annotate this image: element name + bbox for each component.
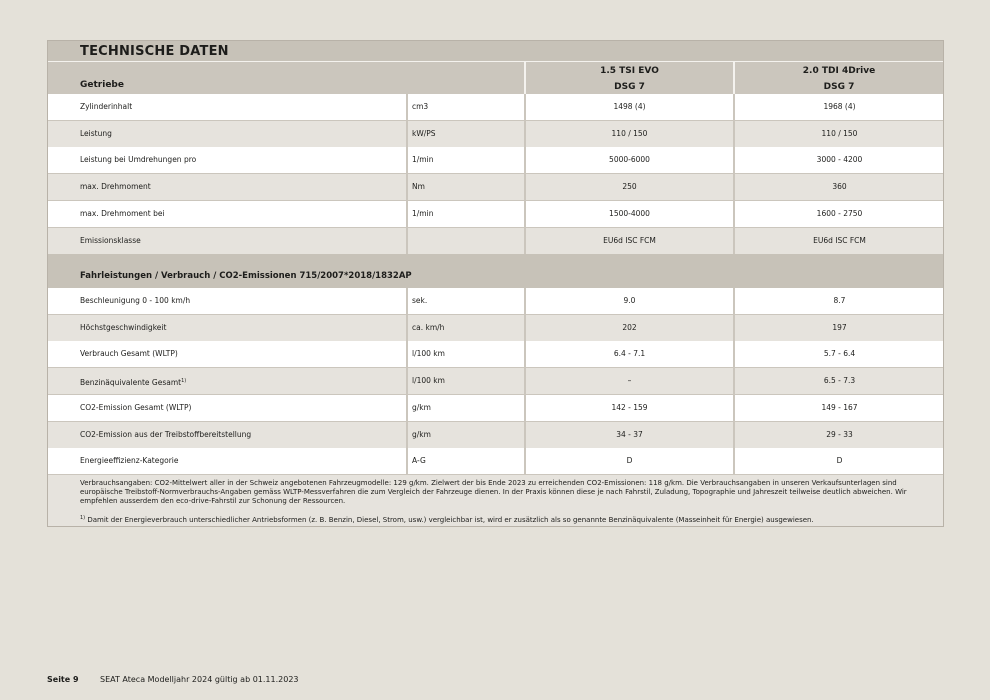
cell-divider xyxy=(406,448,408,474)
row-unit: g/km xyxy=(412,429,431,439)
title-bar xyxy=(48,41,943,61)
row-label: Emissionsklasse xyxy=(80,235,141,245)
row-unit: cm3 xyxy=(412,102,429,111)
header-col-1 xyxy=(526,61,733,95)
cell-divider xyxy=(406,201,408,227)
table-row xyxy=(48,174,943,200)
cell-divider xyxy=(406,147,408,173)
row-unit: sek. xyxy=(412,296,428,305)
cell-divider xyxy=(406,228,408,254)
row-unit: kW/PS xyxy=(412,128,436,138)
page-number: Seite 9 xyxy=(47,675,79,684)
row-unit: 1/min xyxy=(412,155,434,165)
footnote-text: Damit der Energieverbrauch unterschiedlicher Antriebsformen (z. B. Benzin, Diesel, Strom, usw.) vergleichbar ist, wird er zusätzlich als so genannte Benzinäquivalente (Masseinheit für Energie) ausgewiesen. xyxy=(85,516,814,524)
footnote-benzin-equivalent xyxy=(80,514,938,525)
cell-divider xyxy=(733,288,735,314)
cell-divider xyxy=(406,174,408,200)
row-value-col1: 250 xyxy=(622,182,637,192)
table-row xyxy=(48,147,943,173)
cell-divider xyxy=(733,341,735,367)
cell-divider xyxy=(406,395,408,421)
row-label: CO2-Emission aus der Treibstoffbereitstellung xyxy=(80,429,252,439)
col1-engine: 1.5 TSI EVO xyxy=(600,66,659,76)
cell-divider xyxy=(733,395,735,421)
row-value-col2: 149 - 167 xyxy=(821,402,858,412)
table-row xyxy=(48,315,943,341)
row-label: Zylinderinhalt xyxy=(80,102,133,111)
section-header-performance xyxy=(48,254,943,288)
cell-divider xyxy=(733,121,735,147)
cell-divider xyxy=(733,422,735,448)
row-value-col1: 6.4 - 7.1 xyxy=(613,349,646,359)
table-row xyxy=(48,288,943,314)
cell-divider xyxy=(733,228,735,254)
col2-engine: 2.0 TDI 4Drive xyxy=(802,66,876,76)
page-title: TECHNISCHE DATEN xyxy=(80,44,229,59)
row-value-col2: 197 xyxy=(832,322,847,332)
cell-divider xyxy=(733,315,735,341)
table-row xyxy=(48,395,943,421)
cell-divider xyxy=(733,448,735,474)
row-value-col2: 3000 - 4200 xyxy=(816,155,863,165)
cell-divider xyxy=(406,288,408,314)
technical-data-table xyxy=(47,40,944,527)
table-row xyxy=(48,448,943,474)
row-label: max. Drehmoment xyxy=(80,182,151,192)
row-label: Beschleunigung 0 - 100 km/h xyxy=(80,296,191,305)
table-row xyxy=(48,368,943,394)
row-value-col1: 1500-4000 xyxy=(609,208,650,218)
cell-divider xyxy=(524,201,526,227)
row-value-col1: 1498 (4) xyxy=(613,102,646,111)
cell-divider xyxy=(524,147,526,173)
row-label: Leistung bei Umdrehungen pro xyxy=(80,155,197,165)
footer-info: SEAT Ateca Modelljahr 2024 gültig ab 01.11.2023 xyxy=(100,675,299,684)
cell-divider xyxy=(406,341,408,367)
row-unit: l/100 km xyxy=(412,349,445,359)
row-value-col2: 1968 (4) xyxy=(823,102,856,111)
cell-divider xyxy=(524,368,526,394)
row-value-col1: 5000-6000 xyxy=(609,155,650,165)
cell-divider xyxy=(524,121,526,147)
row-value-col1: 9.0 xyxy=(623,296,636,305)
section-label-getriebe: Getriebe xyxy=(80,80,124,90)
row-value-col1: 202 xyxy=(622,322,637,332)
cell-divider xyxy=(733,147,735,173)
cell-divider xyxy=(524,422,526,448)
row-unit: A-G xyxy=(412,456,426,466)
cell-divider xyxy=(524,94,526,120)
row-value-col2: 29 - 33 xyxy=(826,429,853,439)
section-title: Fahrleistungen / Verbrauch / CO2-Emissionen 715/2007*2018/1832AP xyxy=(80,271,412,281)
cell-divider xyxy=(733,174,735,200)
row-value-col2: 5.7 - 6.4 xyxy=(823,349,856,359)
row-value-col1: 110 / 150 xyxy=(611,128,648,138)
cell-divider xyxy=(524,288,526,314)
cell-divider xyxy=(524,228,526,254)
table-row xyxy=(48,94,943,120)
cell-divider xyxy=(524,341,526,367)
cell-divider xyxy=(733,94,735,120)
row-label: Leistung xyxy=(80,128,112,138)
col2-gearbox: DSG 7 xyxy=(823,82,855,92)
row-label: Höchstgeschwindigkeit xyxy=(80,322,167,332)
row-value-col1: – xyxy=(627,376,632,386)
row-value-col1: D xyxy=(626,456,633,466)
footnote-marker: 1) xyxy=(181,378,187,385)
row-unit: g/km xyxy=(412,402,431,412)
footnote-marker: 1) xyxy=(80,515,86,521)
row-unit: 1/min xyxy=(412,208,434,218)
cell-divider xyxy=(406,315,408,341)
row-label: CO2-Emission Gesamt (WLTP) xyxy=(80,402,192,412)
row-label: Energieeffizienz-Kategorie xyxy=(80,456,179,466)
cell-divider xyxy=(406,94,408,120)
row-value-col2: 360 xyxy=(832,182,847,192)
table-row xyxy=(48,228,943,254)
table-row xyxy=(48,121,943,147)
row-value-col2: 1600 - 2750 xyxy=(816,208,863,218)
table-row xyxy=(48,422,943,448)
cell-divider xyxy=(524,395,526,421)
cell-divider xyxy=(524,315,526,341)
cell-divider xyxy=(733,368,735,394)
table-row xyxy=(48,341,943,367)
col1-gearbox: DSG 7 xyxy=(614,82,645,92)
cell-divider xyxy=(524,174,526,200)
header-divider xyxy=(524,61,526,94)
row-value-col2: 6.5 - 7.3 xyxy=(823,376,856,386)
row-label: Verbrauch Gesamt (WLTP) xyxy=(80,349,178,359)
row-unit: Nm xyxy=(412,182,425,192)
table-row xyxy=(48,201,943,227)
row-unit: ca. km/h xyxy=(412,322,445,332)
cell-divider xyxy=(406,368,408,394)
row-value-col2: D xyxy=(836,456,843,466)
cell-divider xyxy=(406,422,408,448)
row-label: max. Drehmoment bei xyxy=(80,208,165,218)
header-label-cell xyxy=(48,61,524,95)
row-value-col1: 34 - 37 xyxy=(616,429,643,439)
row-unit: l/100 km xyxy=(412,376,445,386)
cell-divider xyxy=(733,201,735,227)
cell-divider xyxy=(524,448,526,474)
row-label: Benzinäquivalente Gesamt$^{1)}$ xyxy=(80,378,187,388)
header-col-2 xyxy=(735,61,943,95)
footnotes xyxy=(48,475,943,526)
header-divider xyxy=(733,61,735,94)
footnote-consumption: Verbrauchsangaben: CO2-Mittelwert aller in der Schweiz angebotenen Fahrzeugmodelle: 129 g/km. Zielwert der bis Ende 2023 zu erreichenden CO2-Emissionen: 118 g/km. Die Verbrauchsangaben in unseren Verkaufsunterlagen sind europäische Treibstoff-Normverbrauchs-Angaben gemäss WLTP-Messverfahren die zum Vergleich der Fahrzeuge dienen. In der Praxis können diese je nach Fahrstil, Zuladung, Topographie und Jahreszeit teilweise deutlich abweichen. Wir empfehlen ausserdem den eco-drive-Fahrstil zur Schonung der Ressourcen. xyxy=(80,479,907,505)
row-value-col1: EU6d ISC FCM xyxy=(603,235,656,245)
row-value-col2: EU6d ISC FCM xyxy=(813,235,866,245)
row-value-col2: 8.7 xyxy=(833,296,846,305)
row-value-col2: 110 / 150 xyxy=(821,128,858,138)
cell-divider xyxy=(406,121,408,147)
row-value-col1: 142 - 159 xyxy=(611,402,648,412)
